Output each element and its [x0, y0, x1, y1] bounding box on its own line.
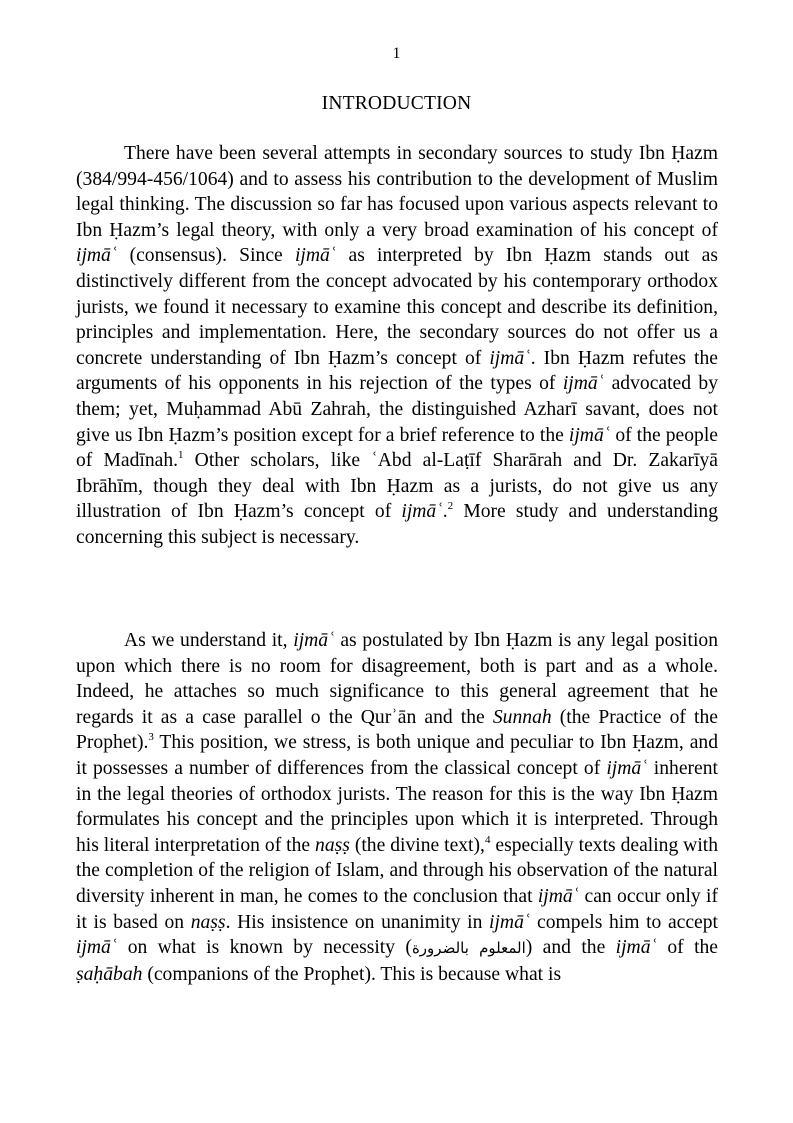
footnote-ref-3[interactable]: 3 [148, 731, 154, 744]
italic-term: ijmāʿ [606, 757, 648, 779]
italic-term: naṣṣ [190, 911, 226, 933]
italic-term: naṣṣ [315, 834, 350, 856]
text-run: of the people of Madīnah. [76, 424, 718, 472]
page-number: 1 [392, 45, 401, 62]
italic-term: ijmāʿ [537, 885, 580, 907]
italic-term: Sunnah [492, 706, 552, 728]
paragraph-1 [76, 141, 718, 551]
text-run: as interpreted by Ibn Ḥazm stands out as distinctively different from the concept advocated by his contemporary orthodox jurists, we found it necessary to examine this concept and describe its definition, principles and implementation. Here, the secondary sources do not offer us a concrete understanding of Ibn Ḥazm’s concept of [76, 245, 718, 369]
text-run: . [442, 501, 448, 523]
italic-term: ijmāʿ [562, 373, 605, 395]
text-run: compels him to accept [530, 911, 718, 933]
italic-term: ijmāʿ [294, 245, 337, 267]
text-run: This position, we stress, is both unique and peculiar to Ibn Ḥazm, and it possesses a number of differences from the classical concept of [76, 732, 718, 779]
section-title: INTRODUCTION [321, 93, 472, 114]
italic-term: ijmāʿ [293, 630, 335, 651]
italic-term: ijmāʿ [76, 937, 118, 959]
italic-term: ijmāʿ [401, 501, 443, 523]
paragraph-2 [76, 628, 718, 987]
text-run: There have been several attempts in secondary sources to study Ibn Ḥazm (384/994-456/1064) and to assess his contribution to the development of Muslim legal thinking. The discussion so far has focused upon various aspects relevant to Ibn Ḥazm’s legal theory, with only a very broad examination of his concept of [76, 143, 718, 241]
text-run: of the [657, 937, 719, 959]
text-run: can occur only if it is based on [76, 885, 718, 933]
text-run: inherent in the legal theories of orthodox jurists. The reason for this is the way Ibn Ḥazm formulates his concept and the principles upon which it is interpreted. Through his literal interpretation of the [76, 757, 718, 856]
italic-term: ijmāʿ [489, 347, 531, 369]
text-run: advocated by them; yet, Muḥammad Abū Zahrah, the distinguished Azharī savant, does not give us Ibn Ḥazm’s position except for a brief reference to the [76, 373, 719, 446]
text-run: . His insistence on unanimity in [225, 911, 490, 933]
text-run: especially texts dealing with the completion of the religion of Islam, and through his observation of the natural diversity inherent in man, he comes to the conclusion that [76, 834, 719, 907]
italic-term: ijmāʿ [615, 937, 658, 959]
footnote-ref-1[interactable]: 1 [178, 449, 184, 462]
text-run: More study and understanding concerning this subject is necessary. [76, 501, 718, 548]
footnote-ref-2[interactable]: 2 [447, 500, 454, 513]
text-run: Other scholars, like ʿAbd al-Laṭīf Sharārah and Dr. Zakarīyā Ibrāhīm, though they deal with Ibn Ḥazm as a jurists, do not give us any illustration of Ibn Ḥazm’s concept of [76, 450, 718, 523]
text-run: ) and the [525, 937, 616, 959]
text-run: on what is known by necessity ( [117, 937, 412, 959]
text-run: (consensus). Since [117, 245, 295, 267]
text-run: as postulated by Ibn Ḥazm is any legal position upon which there is no room for disagreement, both is part and as a whole. Indeed, he attaches so much significance to this general agreement that he regards it as a case parallel o the Qurʾān and the [76, 630, 718, 728]
text-run: . Ibn Ḥazm refutes the arguments of his opponents in his rejection of the types of [76, 347, 718, 395]
text-run: (companions of the Prophet). This is because what is [142, 963, 562, 985]
text-run: As we understand it, [124, 630, 294, 651]
arabic-phrase: المعلوم بالضرورة [411, 939, 526, 958]
italic-term: ijmāʿ [489, 911, 531, 933]
italic-term: ijmāʿ [76, 245, 118, 267]
text-run: (the Practice of the Prophet). [76, 706, 718, 754]
footnote-ref-4[interactable]: 4 [484, 833, 491, 846]
italic-term: ṣaḥābah [76, 963, 143, 985]
text-run: (the divine text), [349, 834, 485, 856]
italic-term: ijmāʿ [568, 424, 611, 446]
